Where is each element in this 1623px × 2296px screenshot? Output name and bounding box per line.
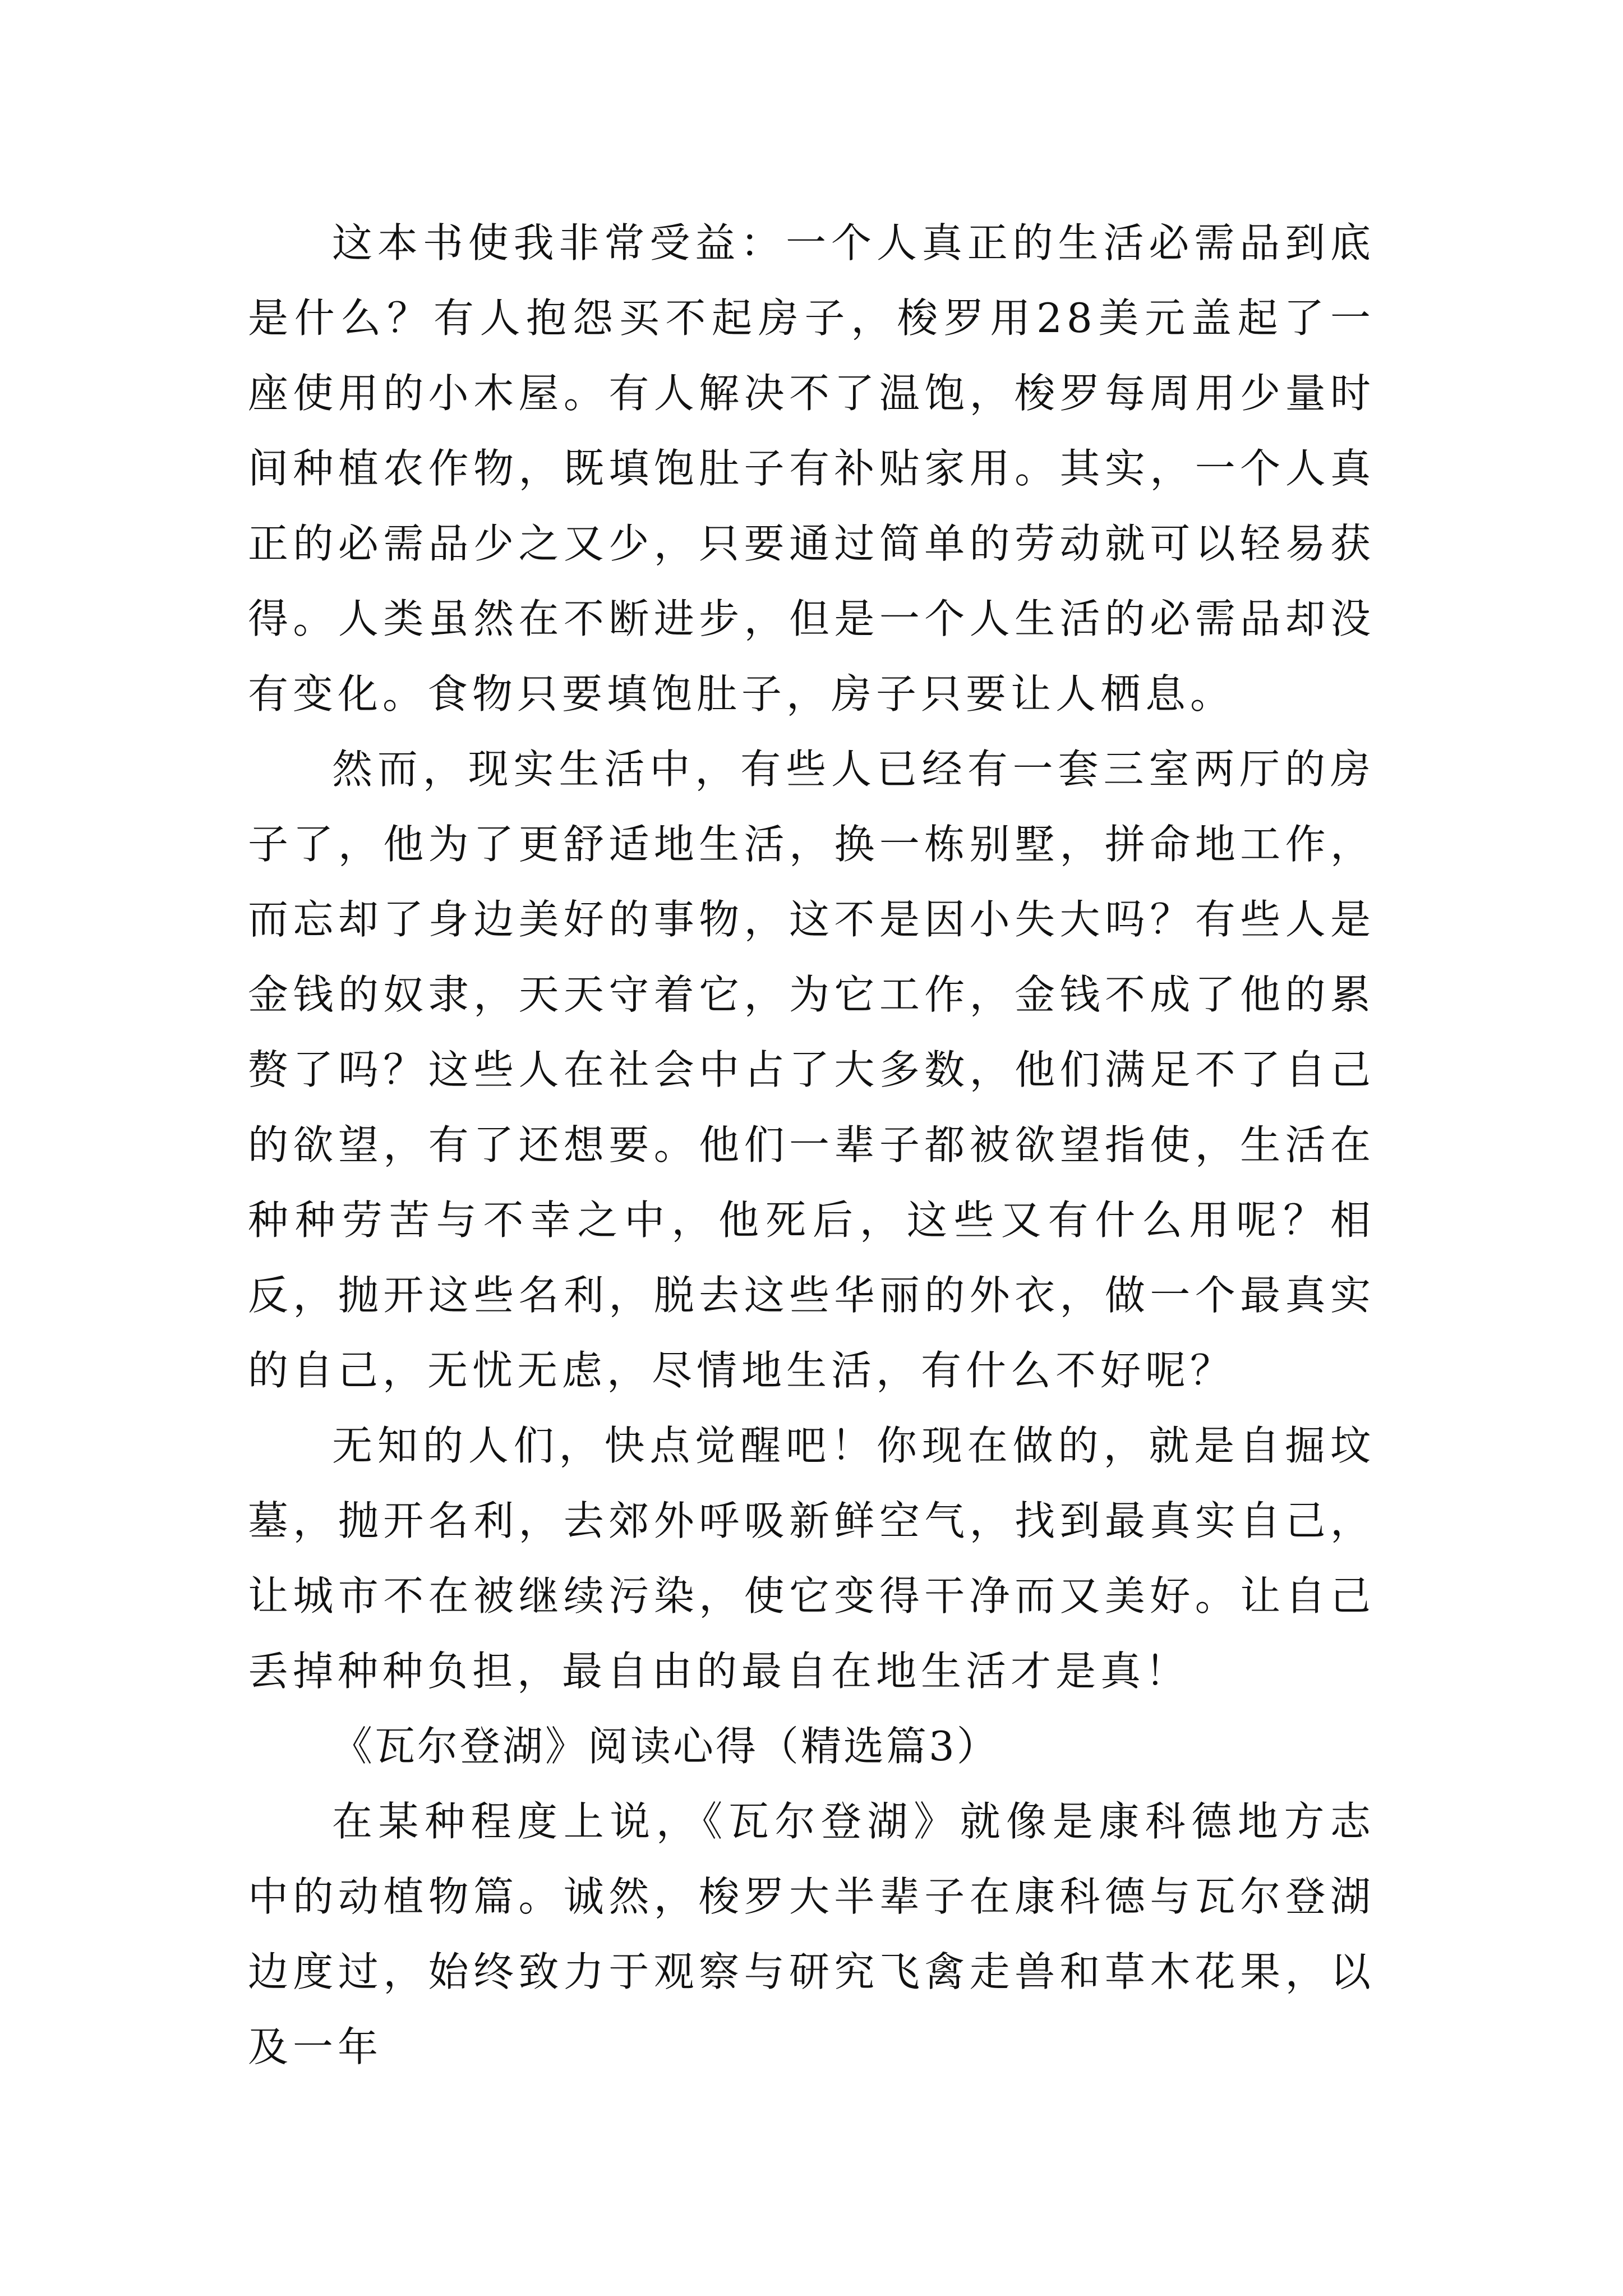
paragraph-2: 然而，现实生活中，有些人已经有一套三室两厅的房子了，他为了更舒适地生活，换一栋别墅，拼命地工作，而忘却了身边美好的事物，这不是因小失大吗？有些人是金钱的奴隶，天天守着它，为它工作，金钱不成了他的累赘了吗？这些人在社会中占了大多数，他们满足不了自己的欲望，有了还想要。他们一辈子都被欲望指使，生活在种种劳苦与不幸之中，他死后，这些又有什么用呢？相反，抛开这些名利，脱去这些华丽的外衣，做一个最真实的自己，无忧无虑，尽情地生活，有什么不好呢？ (248, 746, 1375, 1394)
section-heading: 《瓦尔登湖》阅读心得（精选篇3） (332, 1723, 999, 1770)
document-body (248, 205, 1375, 2085)
paragraph-3: 无知的人们，快点觉醒吧！你现在做的，就是自掘坟墓，抛开名利，去郊外呼吸新鲜空气，找到最真实自己，让城市不在被继续污染，使它变得干净而又美好。让自己丢掉种种负担，最自由的最自在地生活才是真！ (248, 1422, 1375, 1695)
paragraph-4: 在某种程度上说，《瓦尔登湖》就像是康科德地方志中的动植物篇。诚然，梭罗大半辈子在康科德与瓦尔登湖边度过，始终致力于观察与研究飞禽走兽和草木花果，以及一年 (248, 1798, 1375, 2070)
paragraph-1: 这本书使我非常受益：一个人真正的生活必需品到底是什么？有人抱怨买不起房子，梭罗用28美元盖起了一座使用的小木屋。有人解决不了温饱，梭罗每周用少量时间种植农作物，既填饱肚子有补贴家用。其实，一个人真正的必需品少之又少，只要通过简单的劳动就可以轻易获得。人类虽然在不断进步，但是一个人生活的必需品却没有变化。食物只要填饱肚子，房子只要让人栖息。 (248, 219, 1375, 717)
